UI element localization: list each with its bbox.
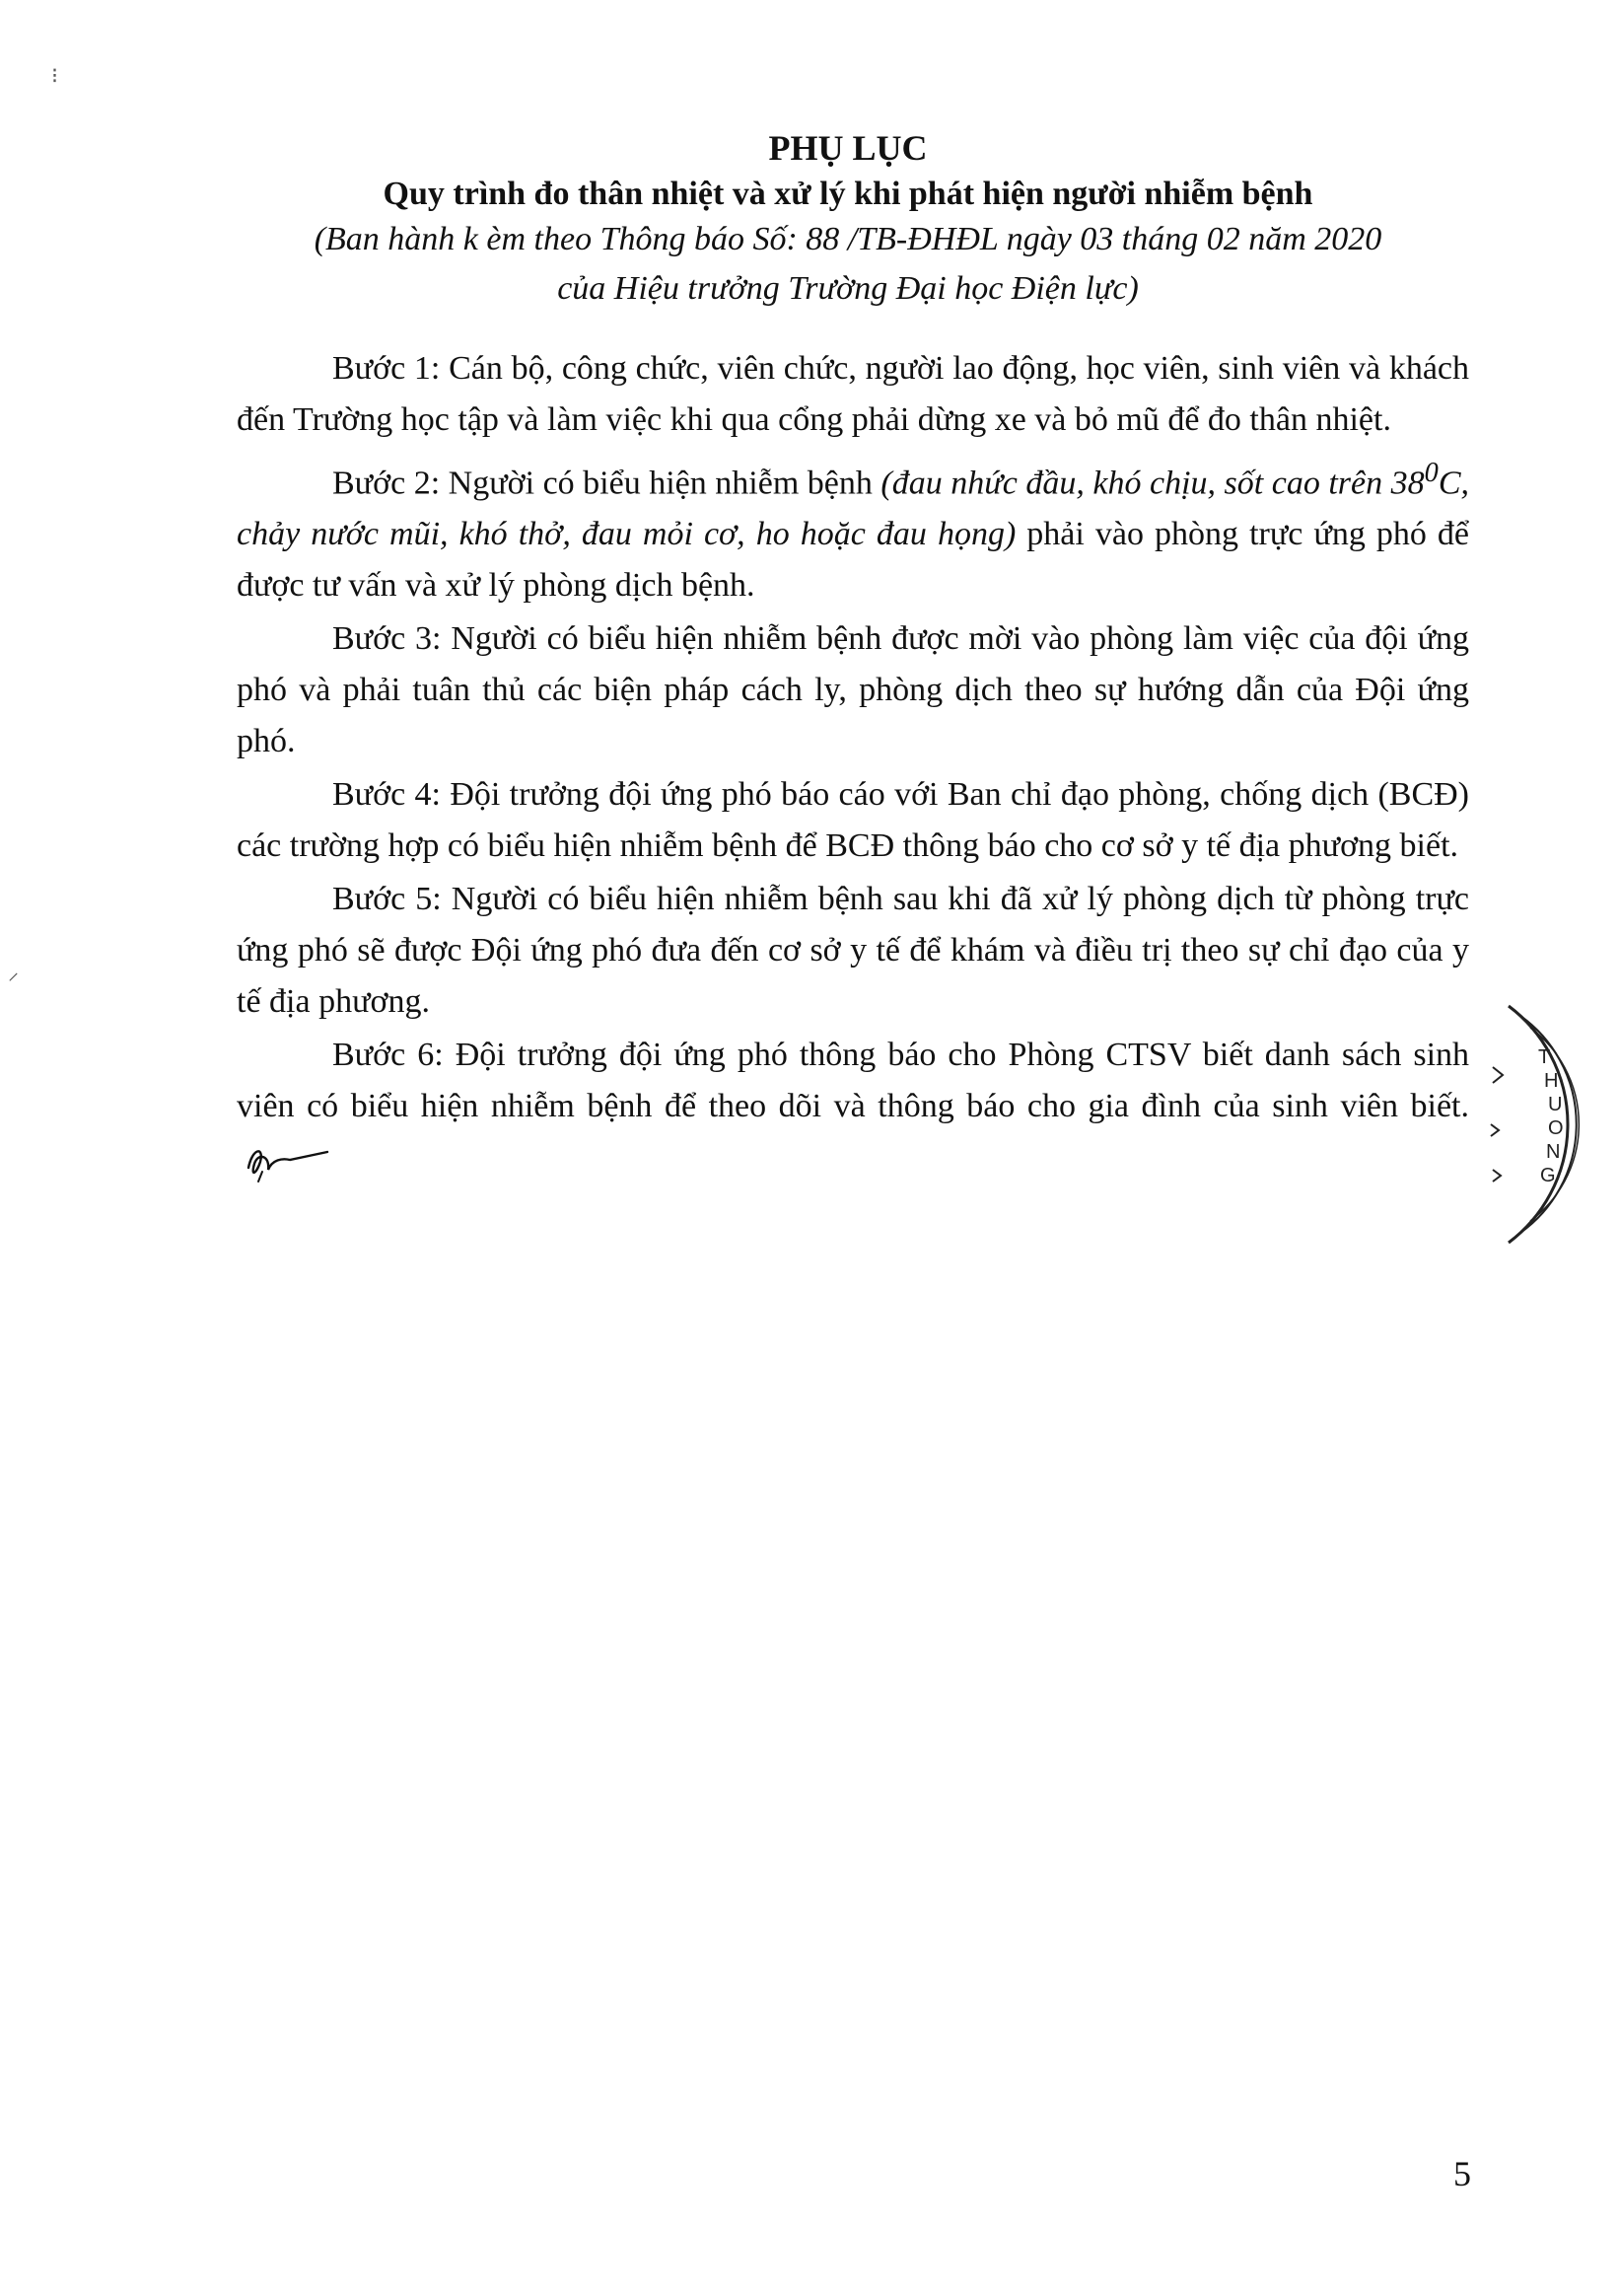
step-5 [237,874,1469,1028]
step-text: Người có biểu hiện nhiễm bệnh được mời vào phòng làm việc của đội ứng phó và phải tuân thủ các biện pháp cách ly, phòng dịch theo sự hướng dẫn của Đội ứng phó. [237,620,1470,760]
step-label: Bước 2: [332,465,441,502]
stamp-letter: G [1540,1165,1556,1186]
scan-artifact: ⸝ [8,960,20,984]
step-label: Bước 5: [332,881,442,918]
step-2 [237,448,1469,611]
step-1 [237,343,1469,446]
stamp-letter: O [1548,1117,1564,1139]
stamp-letter: U [1548,1094,1563,1115]
step-text: Người có biểu hiện nhiễm bệnh sau khi đã xử lý phòng dịch từ phòng trực ứng phó sẽ được Đội ứng phó đưa đến cơ sở y tế để khám và điều trị theo sự chỉ đạo của y tế địa phương. [237,881,1470,1021]
degree-superscript: 0 [1424,458,1439,488]
step-label: Bước 1: [332,350,441,387]
page-number: 5 [1453,2154,1471,2193]
scan-artifact: ⁝ [51,63,58,88]
document-subtitle: Quy trình đo thân nhiệt và xử lý khi phát hiện người nhiễm bệnh [383,176,1313,212]
document-header [237,126,1459,314]
step-label: Bước 6: [332,1037,444,1074]
stamp-letter: T [1538,1046,1551,1068]
step-label: Bước 4: [332,776,441,814]
stamp-letter: N [1546,1141,1561,1163]
step-text-cont: phải vào phòng trực ứng phó để được tư vấn và xử lý phòng dịch bệnh. [237,516,1469,605]
stamp-letter: H [1544,1070,1559,1092]
step-label: Bước 3: [332,620,442,658]
initials-signature [243,1138,331,1184]
issuance-note-line-2: của Hiệu trưởng Trường Đại học Điện lực) [557,270,1139,307]
step-4 [237,769,1469,872]
symptoms-italic-cont: C, chảy nước mũi, khó thở, đau mỏi cơ, ho hoặc đau họng) [237,465,1469,553]
step-text: Đội trưởng đội ứng phó báo cáo với Ban chỉ đạo phòng, chống dịch (BCĐ) các trường hợp có biểu hiện nhiễm bệnh để BCĐ thông báo cho cơ sở y tế địa phương biết. [237,776,1470,865]
symptoms-italic: (đau nhức đầu, khó chịu, sốt cao trên 38 [880,465,1425,502]
official-stamp [1479,976,1597,1272]
step-text: Đội trưởng đội ứng phó thông báo cho Phòng CTSV biết danh sách sinh viên có biểu hiện nhiễm bệnh để theo dõi và thông báo cho gia đình của sinh viên biết. [237,1037,1470,1125]
step-6 [237,1030,1469,1184]
step-text: Người có biểu hiện nhiễm bệnh [448,465,881,502]
step-text: Cán bộ, công chức, viên chức, người lao động, học viên, sinh viên và khách đến Trường học tập và làm việc khi qua cổng phải dừng xe và bỏ mũ để đo thân nhiệt. [237,350,1469,438]
issuance-note-line-1: (Ban hành k èm theo Thông báo Số: 88 /TB-ĐHĐL ngày 03 tháng 02 năm 2020 [314,221,1382,257]
step-3 [237,613,1469,767]
document-body [237,343,1469,1185]
document-title: PHỤ LỤC [768,128,928,168]
